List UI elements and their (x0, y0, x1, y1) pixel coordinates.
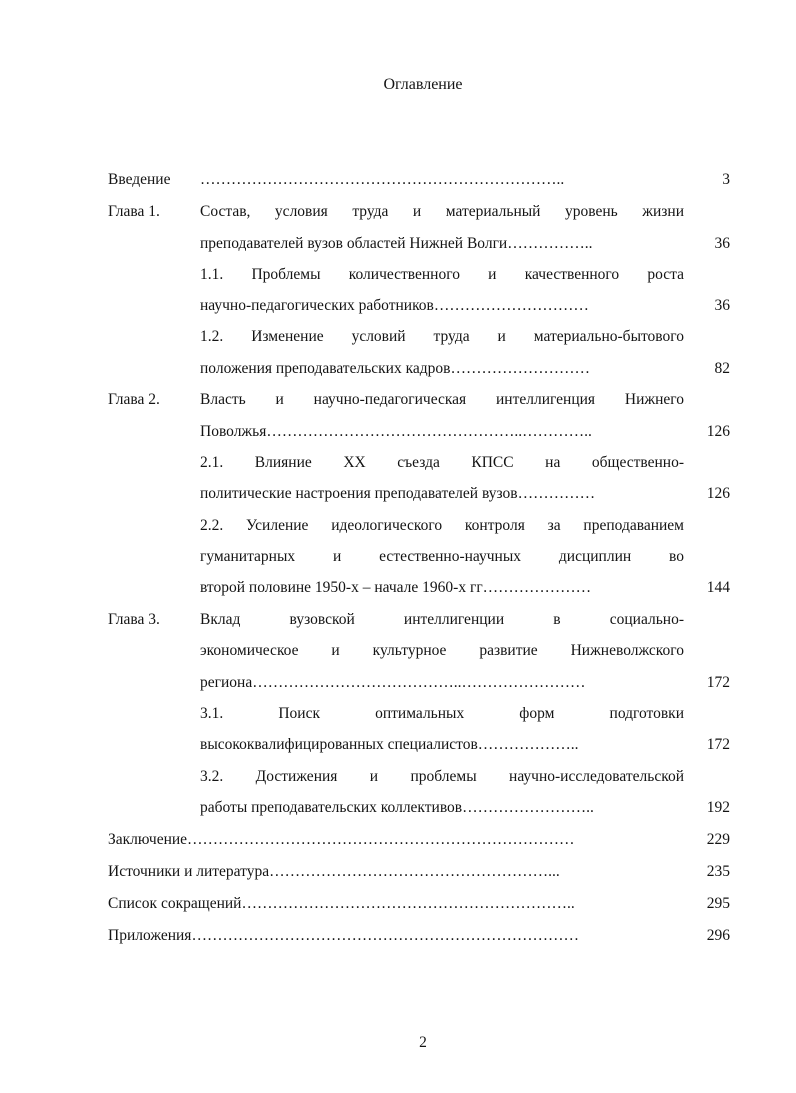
toc-page-number: 36 (714, 235, 730, 252)
toc-entry-text: Поволжья…………………………………………..………….. (200, 423, 592, 440)
toc-entry-text: экономическое и культурное развитие Нижневолжского (200, 642, 684, 659)
toc-entry-label: Список сокращений……………………………………………………….. (108, 895, 575, 912)
toc-entry-text: 2.2. Усиление идеологического контроля за преподаванием (200, 517, 684, 534)
toc-entry-text: второй половине 1950-х – начале 1960-х гг………………… (200, 579, 592, 596)
toc-page-number: 126 (706, 423, 730, 440)
toc-page-number: 3 (722, 171, 730, 188)
toc-entry-text: Состав, условия труда и материальный уровень жизни (200, 203, 684, 220)
toc-title: Оглавление (383, 76, 463, 93)
toc-entry-text: 1.2. Изменение условий труда и материально-бытового (200, 328, 684, 345)
toc-page-number: 36 (714, 297, 730, 314)
toc-entry-text: научно-педагогических работников………………………… (200, 297, 589, 314)
toc-entry-text: положения преподавательских кадров……………………… (200, 360, 590, 377)
toc-page-number: 172 (706, 674, 730, 691)
toc-leader-dots: …………………………………………………………….. (200, 171, 565, 188)
toc-page-number: 295 (706, 895, 730, 912)
toc-entry-text: работы преподавательских коллективов…………………….. (200, 799, 594, 816)
toc-entry-label: Введение (108, 171, 171, 188)
toc-entry-text: Вклад вузовской интеллигенции в социально- (200, 611, 684, 628)
toc-page-number: 82 (714, 360, 730, 377)
toc-entry-text: 3.1. Поиск оптимальных форм подготовки (200, 705, 684, 722)
toc-entry-text: региона…………………………………..…………………… (200, 674, 586, 691)
toc-page-number: 229 (706, 831, 730, 848)
toc-chapter-label: Глава 2. (108, 391, 160, 408)
toc-entry-text: гуманитарных и естественно-научных дисциплин во (200, 548, 684, 565)
toc-entry-label: Источники и литература………………………………………………... (108, 863, 560, 880)
toc-entry-label: Заключение………………………………………………………………… (108, 831, 575, 848)
toc-entry-label: Приложения………………………………………………………………… (108, 927, 579, 944)
toc-entry-text: 1.1. Проблемы количественного и качественного роста (200, 266, 684, 283)
toc-page-number: 172 (706, 736, 730, 753)
toc-page-number: 235 (706, 863, 730, 880)
toc-entry-text: 2.1. Влияние XX съезда КПСС на общественно- (200, 454, 684, 471)
toc-entry-text: 3.2. Достижения и проблемы научно-исследовательской (200, 768, 684, 785)
toc-page-number: 126 (706, 485, 730, 502)
toc-page-number: 144 (706, 579, 730, 596)
toc-page-number: 192 (706, 799, 730, 816)
toc-entry-text: Власть и научно-педагогическая интеллигенция Нижнего (200, 391, 684, 408)
toc-entry-text: высококвалифицированных специалистов……………….. (200, 736, 579, 753)
page-number: 2 (419, 1034, 427, 1051)
toc-chapter-label: Глава 1. (108, 203, 160, 220)
toc-entry-text: преподавателей вузов областей Нижней Волги…………….. (200, 235, 593, 252)
toc-chapter-label: Глава 3. (108, 611, 160, 628)
toc-page-number: 296 (706, 927, 730, 944)
toc-entry-text: политические настроения преподавателей вузов…………… (200, 485, 596, 502)
